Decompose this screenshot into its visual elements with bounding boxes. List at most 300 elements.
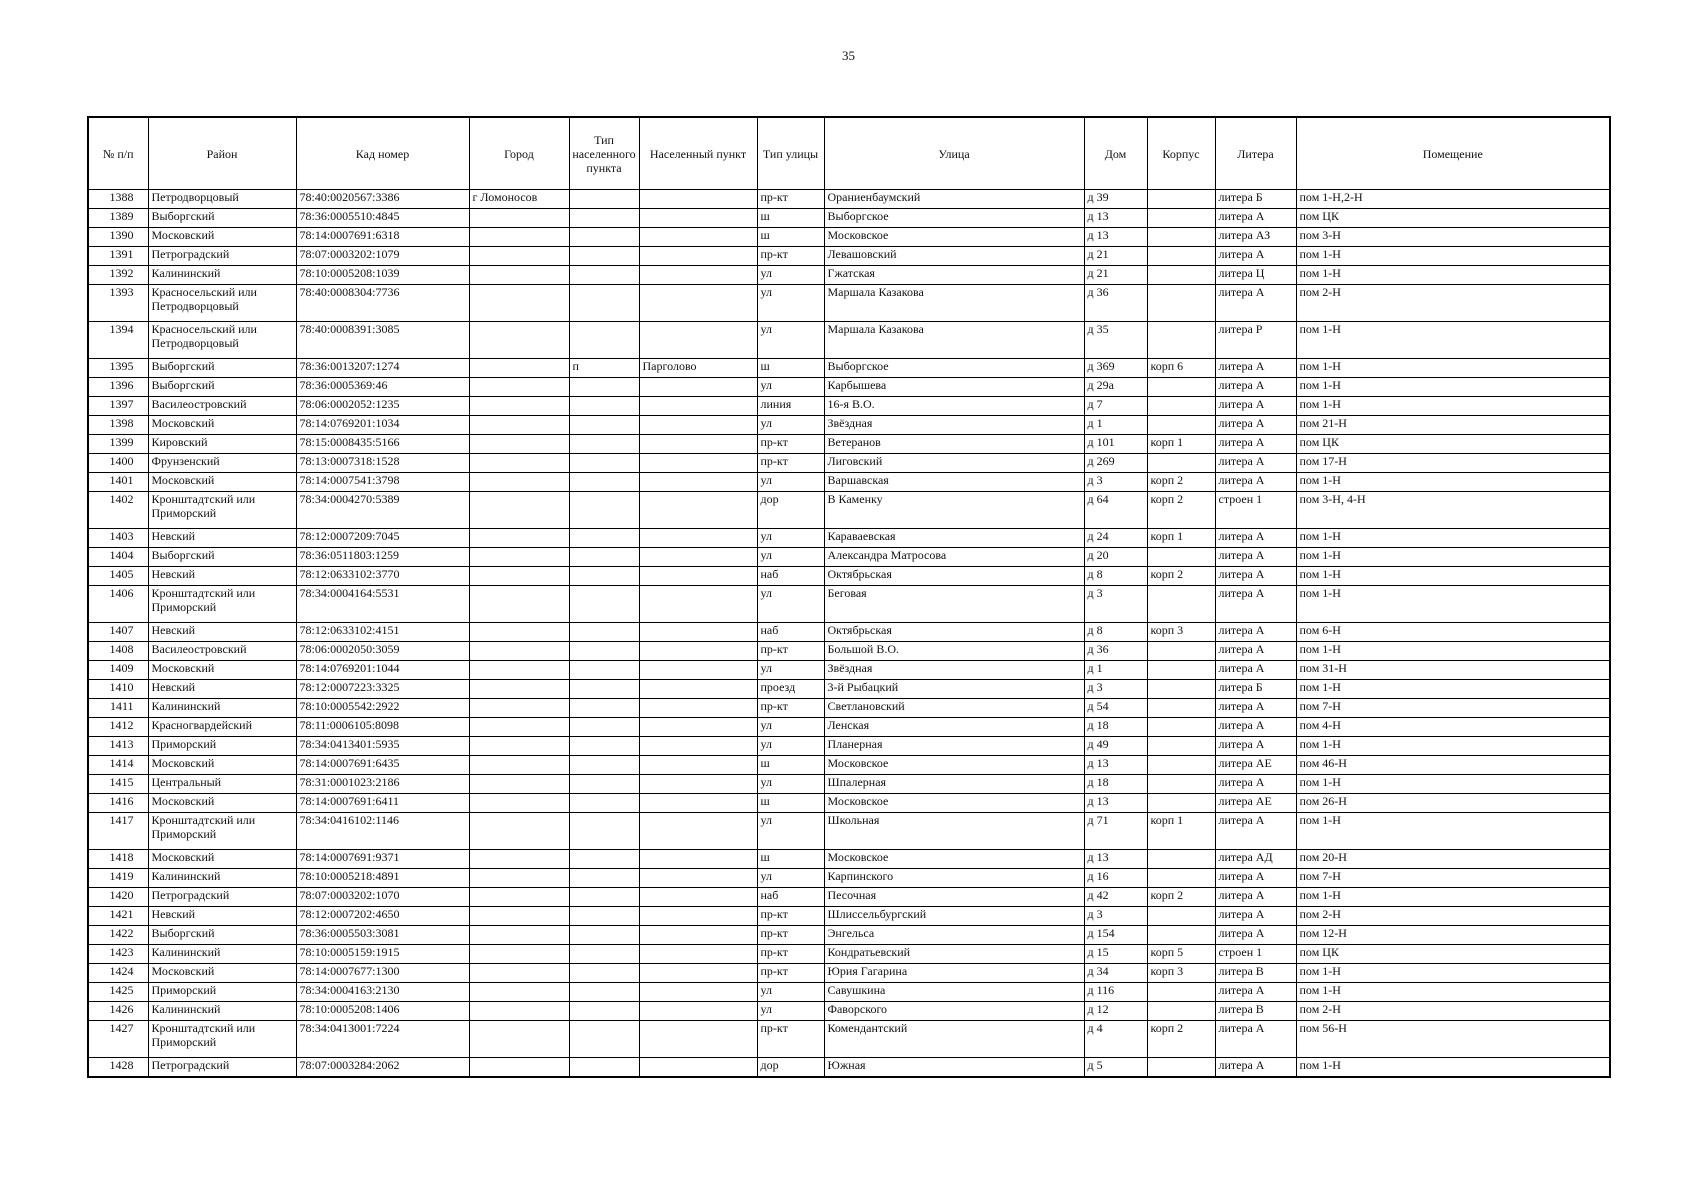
cell-district: Невский — [148, 907, 296, 926]
header-letter: Литера — [1215, 117, 1296, 190]
cell-house: д 3 — [1084, 586, 1147, 623]
cell-city — [469, 680, 569, 699]
cell-cadastral-number: 78:36:0005369:46 — [296, 378, 469, 397]
cell-house: д 101 — [1084, 435, 1147, 454]
cell-letter: литера А — [1215, 907, 1296, 926]
table-row — [88, 907, 1610, 926]
cell-settlement — [639, 813, 757, 850]
cell-district: Василеостровский — [148, 397, 296, 416]
cell-house: д 8 — [1084, 623, 1147, 642]
cell-letter: литера А — [1215, 397, 1296, 416]
cell-settlement — [639, 190, 757, 209]
cell-letter: литера А — [1215, 775, 1296, 794]
cell-house: д 36 — [1084, 642, 1147, 661]
table-row — [88, 661, 1610, 680]
cell-settlement — [639, 756, 757, 775]
cell-settlement — [639, 775, 757, 794]
cell-house: д 49 — [1084, 737, 1147, 756]
cell-house: д 29а — [1084, 378, 1147, 397]
cell-city — [469, 869, 569, 888]
cell-street-type: пр-кт — [757, 435, 824, 454]
cell-cadastral-number: 78:12:0007223:3325 — [296, 680, 469, 699]
cell-settlement-type — [569, 454, 639, 473]
cell-settlement — [639, 869, 757, 888]
cell-house: д 13 — [1084, 794, 1147, 813]
cell-street-type: ул — [757, 378, 824, 397]
cell-street: Фаворского — [824, 1002, 1084, 1021]
cell-settlement — [639, 492, 757, 529]
cell-settlement — [639, 322, 757, 359]
cell-street-type: ш — [757, 794, 824, 813]
cell-letter: литера А — [1215, 737, 1296, 756]
cell-settlement — [639, 1021, 757, 1058]
cell-letter: литера А — [1215, 378, 1296, 397]
cell-building — [1147, 454, 1215, 473]
cell-letter: литера А — [1215, 359, 1296, 378]
cell-settlement-type — [569, 983, 639, 1002]
cell-settlement-type — [569, 718, 639, 737]
cell-district: Московский — [148, 416, 296, 435]
cell-settlement — [639, 435, 757, 454]
cell-house: д 20 — [1084, 548, 1147, 567]
cell-city — [469, 945, 569, 964]
table-row — [88, 794, 1610, 813]
cell-number: 1398 — [88, 416, 148, 435]
cell-premises: пом 1-Н — [1296, 322, 1610, 359]
header-district: Район — [148, 117, 296, 190]
cell-settlement — [639, 247, 757, 266]
cell-settlement — [639, 661, 757, 680]
table-row — [88, 247, 1610, 266]
cell-number: 1397 — [88, 397, 148, 416]
cell-settlement-type — [569, 435, 639, 454]
table-row — [88, 473, 1610, 492]
cell-number: 1422 — [88, 926, 148, 945]
cell-building — [1147, 661, 1215, 680]
table-row — [88, 964, 1610, 983]
cell-street: Караваевская — [824, 529, 1084, 548]
cell-settlement-type — [569, 775, 639, 794]
cell-street: Шлиссельбургский — [824, 907, 1084, 926]
cell-street-type: линия — [757, 397, 824, 416]
cell-building: корп 2 — [1147, 567, 1215, 586]
cell-house: д 1 — [1084, 661, 1147, 680]
cell-premises: пом 1-Н,2-Н — [1296, 190, 1610, 209]
cell-cadastral-number: 78:36:0511803:1259 — [296, 548, 469, 567]
cell-letter: литера Б — [1215, 680, 1296, 699]
cell-street-type: ш — [757, 228, 824, 247]
cell-letter: литера В — [1215, 1002, 1296, 1021]
cell-letter: литера А — [1215, 529, 1296, 548]
cell-building: корп 1 — [1147, 813, 1215, 850]
cell-street-type: пр-кт — [757, 964, 824, 983]
cell-street-type: наб — [757, 623, 824, 642]
cell-number: 1417 — [88, 813, 148, 850]
cell-district: Калининский — [148, 869, 296, 888]
cell-letter: литера А — [1215, 454, 1296, 473]
cell-premises: пом 21-Н — [1296, 416, 1610, 435]
cell-city — [469, 756, 569, 775]
cell-settlement-type — [569, 869, 639, 888]
cell-city — [469, 1058, 569, 1078]
cell-letter: литера А — [1215, 586, 1296, 623]
cell-district: Выборгский — [148, 209, 296, 228]
cell-settlement-type — [569, 190, 639, 209]
cell-settlement-type — [569, 888, 639, 907]
cell-street: Маршала Казакова — [824, 322, 1084, 359]
cell-letter: литера А — [1215, 1058, 1296, 1078]
cell-street: Лиговский — [824, 454, 1084, 473]
cell-number: 1391 — [88, 247, 148, 266]
cell-city — [469, 661, 569, 680]
cell-cadastral-number: 78:14:0007691:9371 — [296, 850, 469, 869]
cell-settlement — [639, 416, 757, 435]
cell-building — [1147, 378, 1215, 397]
cell-building — [1147, 247, 1215, 266]
cell-street: Шпалерная — [824, 775, 1084, 794]
cell-street-type: ул — [757, 586, 824, 623]
cell-district: Невский — [148, 567, 296, 586]
cell-house: д 42 — [1084, 888, 1147, 907]
table-row — [88, 416, 1610, 435]
cell-city — [469, 718, 569, 737]
cell-cadastral-number: 78:31:0001023:2186 — [296, 775, 469, 794]
cell-letter: литера А — [1215, 888, 1296, 907]
cell-cadastral-number: 78:14:0007677:1300 — [296, 964, 469, 983]
cell-house: д 13 — [1084, 850, 1147, 869]
cell-building — [1147, 737, 1215, 756]
cell-cadastral-number: 78:13:0007318:1528 — [296, 454, 469, 473]
cell-district: Петроградский — [148, 888, 296, 907]
table-row — [88, 642, 1610, 661]
cell-settlement-type — [569, 416, 639, 435]
cell-settlement — [639, 228, 757, 247]
cell-house: д 5 — [1084, 1058, 1147, 1078]
cell-house: д 24 — [1084, 529, 1147, 548]
cell-street: Московское — [824, 850, 1084, 869]
cell-building — [1147, 209, 1215, 228]
cell-settlement — [639, 454, 757, 473]
cell-street-type: пр-кт — [757, 454, 824, 473]
cell-building — [1147, 586, 1215, 623]
cell-house: д 116 — [1084, 983, 1147, 1002]
cell-premises: пом 7-Н — [1296, 699, 1610, 718]
cell-number: 1403 — [88, 529, 148, 548]
cell-settlement — [639, 718, 757, 737]
cell-street: Московское — [824, 228, 1084, 247]
cell-number: 1412 — [88, 718, 148, 737]
cell-house: д 3 — [1084, 907, 1147, 926]
cell-street: Кондратьевский — [824, 945, 1084, 964]
table-row — [88, 623, 1610, 642]
cell-number: 1426 — [88, 1002, 148, 1021]
cell-cadastral-number: 78:40:0008304:7736 — [296, 285, 469, 322]
table-row — [88, 359, 1610, 378]
cell-letter: литера А — [1215, 869, 1296, 888]
cell-number: 1399 — [88, 435, 148, 454]
cell-number: 1396 — [88, 378, 148, 397]
cell-letter: литера АЕ — [1215, 794, 1296, 813]
cell-street-type: ул — [757, 983, 824, 1002]
header-cadastral-number: Кад номер — [296, 117, 469, 190]
cell-district: Фрунзенский — [148, 454, 296, 473]
cell-settlement-type — [569, 492, 639, 529]
cell-house: д 13 — [1084, 209, 1147, 228]
cell-house: д 4 — [1084, 1021, 1147, 1058]
cell-letter: литера А — [1215, 718, 1296, 737]
table-row — [88, 285, 1610, 322]
cell-settlement — [639, 548, 757, 567]
cell-settlement-type — [569, 907, 639, 926]
cell-number: 1411 — [88, 699, 148, 718]
cell-street-type: пр-кт — [757, 699, 824, 718]
cell-cadastral-number: 78:14:0007541:3798 — [296, 473, 469, 492]
cell-premises: пом 2-Н — [1296, 907, 1610, 926]
table-row — [88, 1058, 1610, 1078]
cell-house: д 21 — [1084, 266, 1147, 285]
header-number: № п/п — [88, 117, 148, 190]
cell-street-type: дор — [757, 1058, 824, 1078]
cell-number: 1427 — [88, 1021, 148, 1058]
cell-building — [1147, 869, 1215, 888]
cell-number: 1424 — [88, 964, 148, 983]
cell-street: Маршала Казакова — [824, 285, 1084, 322]
cell-premises: пом 1-Н — [1296, 266, 1610, 285]
cell-building: корп 2 — [1147, 473, 1215, 492]
cell-street-type: ул — [757, 737, 824, 756]
cell-settlement — [639, 888, 757, 907]
cell-letter: литера А — [1215, 548, 1296, 567]
cell-city — [469, 623, 569, 642]
cell-settlement — [639, 964, 757, 983]
cell-number: 1405 — [88, 567, 148, 586]
cell-settlement-type — [569, 1058, 639, 1078]
cell-city — [469, 529, 569, 548]
header-row — [88, 117, 1610, 190]
cell-building: корп 2 — [1147, 888, 1215, 907]
header-street: Улица — [824, 117, 1084, 190]
cell-settlement-type — [569, 285, 639, 322]
table-row — [88, 926, 1610, 945]
cell-street: Варшавская — [824, 473, 1084, 492]
cell-premises: пом 1-Н — [1296, 813, 1610, 850]
cell-district: Выборгский — [148, 378, 296, 397]
cell-street-type: дор — [757, 492, 824, 529]
cell-city — [469, 850, 569, 869]
cell-cadastral-number: 78:12:0633102:3770 — [296, 567, 469, 586]
table-row — [88, 397, 1610, 416]
cell-premises: пом 1-Н — [1296, 680, 1610, 699]
table-row — [88, 699, 1610, 718]
cell-street-type: ш — [757, 359, 824, 378]
cell-district: Кронштадтский или Приморский — [148, 586, 296, 623]
cell-premises: пом 2-Н — [1296, 285, 1610, 322]
cell-street-type: ул — [757, 548, 824, 567]
cell-premises: пом 20-Н — [1296, 850, 1610, 869]
cell-settlement — [639, 850, 757, 869]
cell-cadastral-number: 78:40:0008391:3085 — [296, 322, 469, 359]
cell-letter: литера Б — [1215, 190, 1296, 209]
cell-city — [469, 247, 569, 266]
cell-street-type: ул — [757, 322, 824, 359]
cell-street-type: ш — [757, 756, 824, 775]
cell-letter: литера А — [1215, 813, 1296, 850]
cell-letter: литера А — [1215, 661, 1296, 680]
cell-number: 1400 — [88, 454, 148, 473]
cell-number: 1415 — [88, 775, 148, 794]
cell-district: Приморский — [148, 983, 296, 1002]
cell-settlement-type — [569, 964, 639, 983]
cell-street: Энгельса — [824, 926, 1084, 945]
cell-number: 1418 — [88, 850, 148, 869]
cell-building: корп 1 — [1147, 435, 1215, 454]
cell-building — [1147, 285, 1215, 322]
table-row — [88, 209, 1610, 228]
cell-cadastral-number: 78:14:0007691:6411 — [296, 794, 469, 813]
cell-settlement-type — [569, 623, 639, 642]
cell-cadastral-number: 78:12:0007202:4650 — [296, 907, 469, 926]
header-premises: Помещение — [1296, 117, 1610, 190]
cell-building — [1147, 775, 1215, 794]
table-row — [88, 888, 1610, 907]
cell-city — [469, 1021, 569, 1058]
cell-premises: пом 26-Н — [1296, 794, 1610, 813]
cell-city — [469, 567, 569, 586]
cell-cadastral-number: 78:06:0002050:3059 — [296, 642, 469, 661]
cell-street: Большой В.О. — [824, 642, 1084, 661]
cell-settlement-type: п — [569, 359, 639, 378]
cell-street: Звёздная — [824, 661, 1084, 680]
cell-letter: литера А — [1215, 642, 1296, 661]
cell-number: 1395 — [88, 359, 148, 378]
cell-district: Красногвардейский — [148, 718, 296, 737]
cell-building: корп 1 — [1147, 529, 1215, 548]
cell-building — [1147, 756, 1215, 775]
cell-street: Песочная — [824, 888, 1084, 907]
cell-building — [1147, 190, 1215, 209]
cell-house: д 18 — [1084, 775, 1147, 794]
cell-premises: пом 1-Н — [1296, 473, 1610, 492]
cell-district: Красносельский или Петродворцовый — [148, 322, 296, 359]
cell-cadastral-number: 78:34:0413001:7224 — [296, 1021, 469, 1058]
cell-house: д 16 — [1084, 869, 1147, 888]
cell-cadastral-number: 78:07:0003284:2062 — [296, 1058, 469, 1078]
cell-settlement-type — [569, 794, 639, 813]
cell-settlement-type — [569, 266, 639, 285]
table-row — [88, 266, 1610, 285]
cell-letter: литера А — [1215, 983, 1296, 1002]
cell-district: Выборгский — [148, 359, 296, 378]
cell-city — [469, 285, 569, 322]
cell-settlement-type — [569, 850, 639, 869]
cell-city — [469, 454, 569, 473]
cell-premises: пом 1-Н — [1296, 359, 1610, 378]
cell-letter: литера А — [1215, 473, 1296, 492]
cell-number: 1393 — [88, 285, 148, 322]
cell-premises: пом ЦК — [1296, 945, 1610, 964]
cell-settlement — [639, 473, 757, 492]
cell-settlement: Парголово — [639, 359, 757, 378]
cell-settlement-type — [569, 926, 639, 945]
cell-district: Кронштадтский или Приморский — [148, 492, 296, 529]
cell-cadastral-number: 78:10:0005218:4891 — [296, 869, 469, 888]
cell-district: Петроградский — [148, 1058, 296, 1078]
cell-street: Южная — [824, 1058, 1084, 1078]
cell-number: 1423 — [88, 945, 148, 964]
cell-building — [1147, 397, 1215, 416]
cell-number: 1419 — [88, 869, 148, 888]
cell-street-type: пр-кт — [757, 247, 824, 266]
cell-house: д 34 — [1084, 964, 1147, 983]
cell-letter: литера А — [1215, 416, 1296, 435]
cell-cadastral-number: 78:36:0013207:1274 — [296, 359, 469, 378]
cell-settlement-type — [569, 945, 639, 964]
cell-city — [469, 492, 569, 529]
cell-settlement — [639, 642, 757, 661]
cell-street: 16-я В.О. — [824, 397, 1084, 416]
cell-premises: пом 4-Н — [1296, 718, 1610, 737]
cell-settlement-type — [569, 529, 639, 548]
cell-house: д 21 — [1084, 247, 1147, 266]
cell-street: Карпинского — [824, 869, 1084, 888]
cell-cadastral-number: 78:10:0005542:2922 — [296, 699, 469, 718]
cell-premises: пом 1-Н — [1296, 378, 1610, 397]
table-row — [88, 228, 1610, 247]
cell-city — [469, 209, 569, 228]
cell-cadastral-number: 78:14:0007691:6435 — [296, 756, 469, 775]
cell-settlement — [639, 397, 757, 416]
cell-cadastral-number: 78:34:0004163:2130 — [296, 983, 469, 1002]
cell-city — [469, 435, 569, 454]
cell-letter: литера А — [1215, 699, 1296, 718]
cell-premises: пом 31-Н — [1296, 661, 1610, 680]
cell-street: Выборгское — [824, 209, 1084, 228]
cell-building — [1147, 266, 1215, 285]
cell-house: д 369 — [1084, 359, 1147, 378]
cell-number: 1394 — [88, 322, 148, 359]
cell-number: 1389 — [88, 209, 148, 228]
cell-building — [1147, 983, 1215, 1002]
cell-premises: пом ЦК — [1296, 209, 1610, 228]
cell-district: Кронштадтский или Приморский — [148, 813, 296, 850]
cell-building — [1147, 642, 1215, 661]
table-row — [88, 1021, 1610, 1058]
table-row — [88, 945, 1610, 964]
table-row — [88, 737, 1610, 756]
cell-number: 1410 — [88, 680, 148, 699]
cell-premises: пом 6-Н — [1296, 623, 1610, 642]
cell-building — [1147, 794, 1215, 813]
cell-building — [1147, 548, 1215, 567]
cell-city — [469, 266, 569, 285]
cell-street: Школьная — [824, 813, 1084, 850]
cell-cadastral-number: 78:40:0020567:3386 — [296, 190, 469, 209]
cell-cadastral-number: 78:10:0005208:1039 — [296, 266, 469, 285]
cell-city: г Ломоносов — [469, 190, 569, 209]
cell-settlement-type — [569, 209, 639, 228]
cell-building — [1147, 926, 1215, 945]
cell-settlement — [639, 983, 757, 1002]
cell-street-type: ул — [757, 1002, 824, 1021]
cell-city — [469, 322, 569, 359]
cell-street: Планерная — [824, 737, 1084, 756]
cell-district: Московский — [148, 850, 296, 869]
cell-settlement — [639, 378, 757, 397]
table-row — [88, 190, 1610, 209]
table-row — [88, 1002, 1610, 1021]
cell-street-type: ул — [757, 813, 824, 850]
table-row — [88, 454, 1610, 473]
